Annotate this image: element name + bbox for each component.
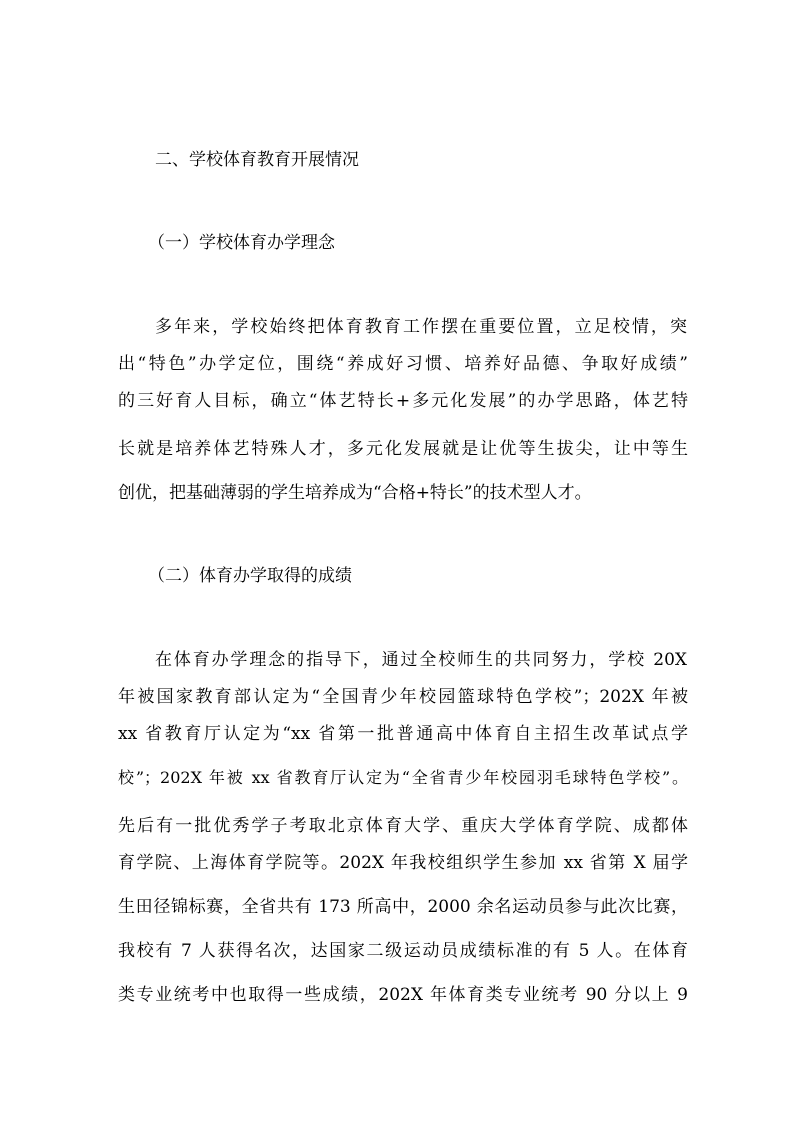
paragraph-2-line-6: 育学院、上海体育学院等。202X 年我校组织学生参加 xx 省第 X 届学 — [118, 853, 688, 873]
paragraph-1-line-3: 的三好育人目标，确立“体艺特长+多元化发展”的办学思路，体艺特 — [118, 391, 688, 411]
subsection-heading-2: （二）体育办学取得的成绩 — [148, 566, 352, 586]
paragraph-2-line-8: 我校有 7 人获得名次，达国家二级运动员成绩标准的有 5 人。在体育 — [118, 941, 688, 961]
paragraph-1-line-5: 创优，把基础薄弱的学生培养成为“合格+特长”的技术型人才。 — [118, 483, 592, 503]
paragraph-2-line-9: 类专业统考中也取得一些成绩，202X 年体育类专业统考 90 分以上 9 — [118, 985, 688, 1005]
paragraph-2-line-1: 在体育办学理念的指导下，通过全校师生的共同努力，学校 20X — [155, 650, 687, 670]
paragraph-1-line-1: 多年来，学校始终把体育教育工作摆在重要位置，立足校情，突 — [155, 317, 687, 337]
section-heading: 二、学校体育教育开展情况 — [155, 150, 359, 170]
paragraph-1-line-4: 长就是培养体艺特殊人才，多元化发展就是让优等生拔尖，让中等生 — [118, 439, 688, 459]
subsection-heading-1: （一）学校体育办学理念 — [148, 233, 335, 253]
paragraph-2-line-7: 生田径锦标赛，全省共有 173 所高中，2000 余名运动员参与此次比赛， — [118, 897, 688, 917]
paragraph-2-line-5: 先后有一批优秀学子考取北京体育大学、重庆大学体育学院、成都体 — [118, 816, 688, 836]
paragraph-2-line-4: 校”；202X 年被 xx 省教育厅认定为“全省青少年校园羽毛球特色学校”。 — [118, 768, 688, 787]
paragraph-2-line-2: 年被国家教育部认定为“全国青少年校园篮球特色学校”；202X 年被 — [118, 687, 688, 707]
paragraph-2-line-3: xx 省教育厅认定为“xx 省第一批普通高中体育自主招生改革试点学 — [118, 724, 688, 744]
paragraph-1-line-2: 出“特色”办学定位，围绕“养成好习惯、培养好品德、争取好成绩” — [118, 354, 688, 374]
